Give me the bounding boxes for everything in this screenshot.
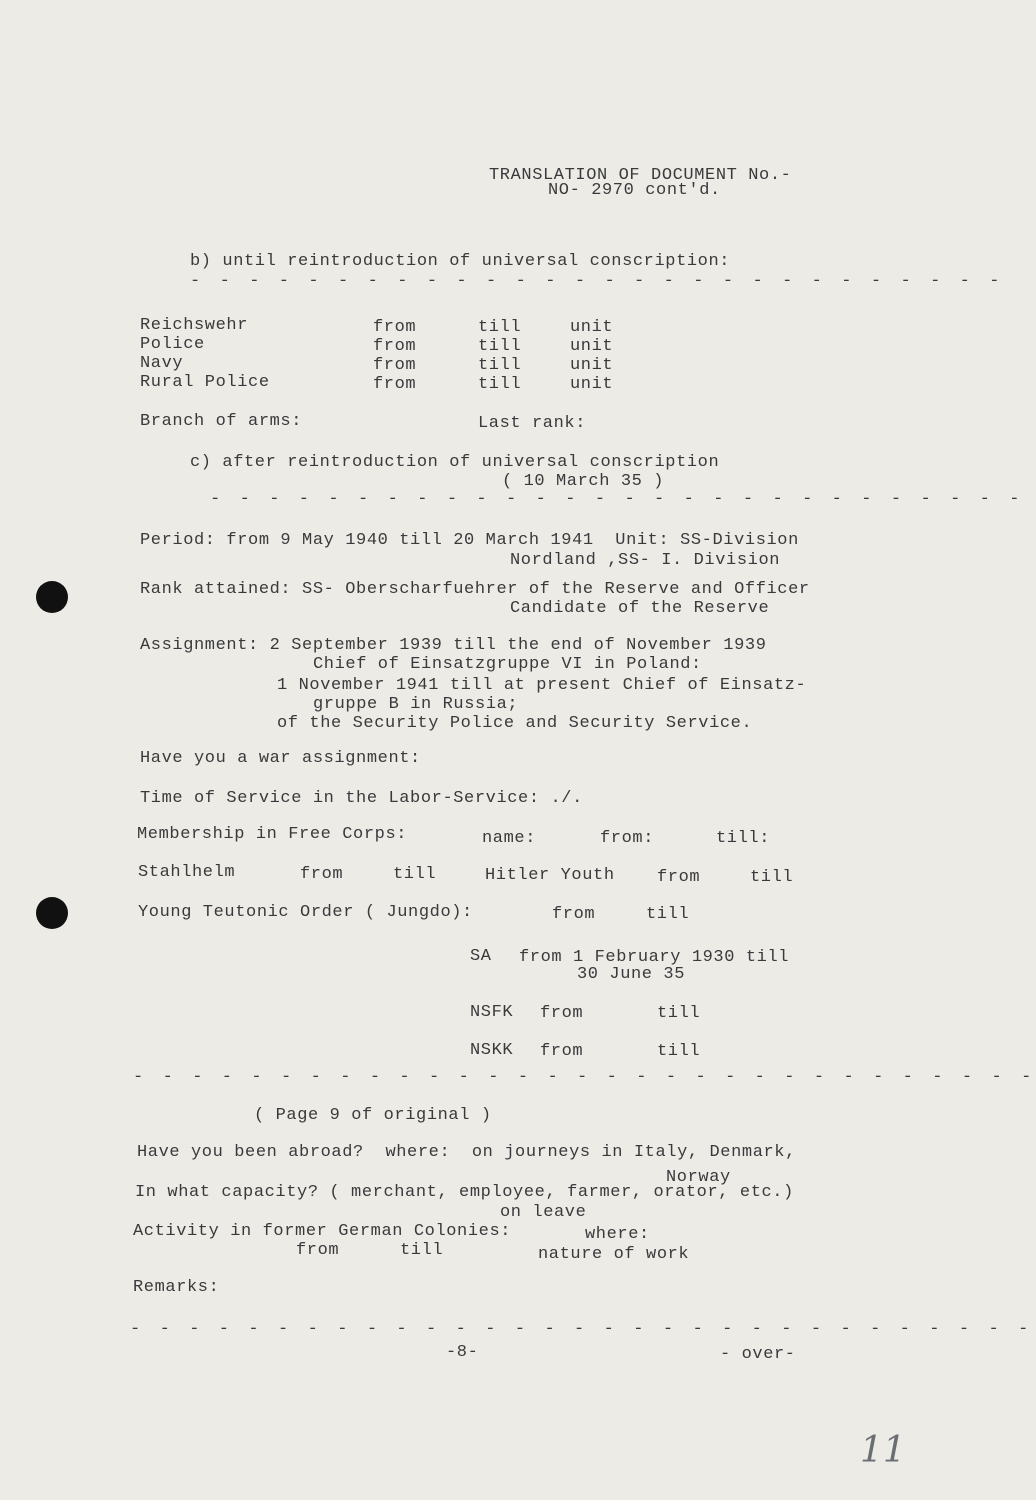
nskk-label: NSKK — [470, 1041, 514, 1060]
colonies-till: till — [400, 1241, 444, 1260]
service-reichswehr: Reichswehr — [140, 316, 249, 335]
assignment-line-1: Assignment: 2 September 1939 till the end of November 1939 — [140, 636, 767, 655]
service-police: Police — [140, 335, 205, 354]
free-corps-label: Membership in Free Corps: — [137, 825, 408, 844]
assignment-line-5: of the Security Police and Security Service. — [277, 714, 753, 733]
war-assignment: Have you a war assignment: — [140, 749, 421, 768]
nsfk-till: till — [657, 1004, 701, 1023]
section-c-heading: c) after reintroduction of universal conscription — [190, 453, 720, 472]
free-corps-till: till: — [716, 829, 771, 848]
stahlhelm-label: Stahlhelm — [138, 863, 236, 882]
young-teutonic-from: from — [552, 905, 596, 924]
from-label: from — [373, 356, 417, 375]
colonies-from: from — [296, 1241, 340, 1260]
young-teutonic-till: till — [646, 905, 690, 924]
unit-label: unit — [570, 337, 614, 356]
header-title: TRANSLATION OF DOCUMENT No.- — [489, 166, 792, 185]
from-label: from — [373, 318, 417, 337]
divider: - - - - - - - - - - - - - - - - - - - - - - - - - - - - - - - — [133, 1068, 1036, 1087]
nsfk-from: from — [540, 1004, 584, 1023]
colonies-nature: nature of work — [538, 1245, 690, 1264]
punch-hole — [36, 581, 68, 613]
service-rural-police: Rural Police — [140, 373, 270, 392]
colonies-label: Activity in former German Colonies: — [133, 1222, 512, 1241]
abroad-line: Have you been abroad? where: on journeys in Italy, Denmark, — [137, 1143, 796, 1162]
service-navy: Navy — [140, 354, 184, 373]
rank-attained: Rank attained: SS- Oberscharfuehrer of the Reserve and Officer — [140, 580, 810, 599]
unit-label: unit — [570, 318, 614, 337]
hitler-youth-till: till — [750, 868, 794, 887]
unit-label: unit — [570, 356, 614, 375]
section-b-heading: b) until reintroduction of universal conscription: — [190, 252, 731, 271]
branch-of-arms-label: Branch of arms: — [140, 412, 303, 431]
header-doc-number: NO- 2970 cont'd. — [548, 181, 721, 200]
capacity-cont: on leave — [500, 1203, 587, 1222]
abroad-cont: Norway — [666, 1168, 731, 1187]
unit-label: unit — [570, 375, 614, 394]
free-corps-name: name: — [482, 829, 537, 848]
over-marker: - over- — [720, 1345, 796, 1364]
colonies-where: where: — [585, 1225, 650, 1244]
till-label: till — [478, 337, 522, 356]
divider: - - - - - - - - - - - - - - - - - - - - - - - - - - - - - - - — [130, 1320, 1033, 1339]
sa-label: SA — [470, 947, 492, 966]
labor-service: Time of Service in the Labor-Service: ./. — [140, 789, 583, 808]
divider: - - - - - - - - - - - - - - - - - - - - - - - - - - - - — [190, 272, 1005, 291]
from-label: from — [373, 375, 417, 394]
sa-dates: from 1 February 1930 till — [519, 948, 790, 967]
punch-hole — [36, 897, 68, 929]
last-rank-label: Last rank: — [478, 414, 587, 433]
young-teutonic-label: Young Teutonic Order ( Jungdo): — [138, 903, 473, 922]
stahlhelm-till: till — [393, 865, 437, 884]
till-label: till — [478, 375, 522, 394]
nskk-till: till — [657, 1042, 701, 1061]
remarks-label: Remarks: — [133, 1278, 220, 1297]
free-corps-from: from: — [600, 829, 655, 848]
page-number: -8- — [446, 1343, 479, 1362]
page-of-original: ( Page 9 of original ) — [254, 1106, 492, 1125]
capacity-line: In what capacity? ( merchant, employee, farmer, orator, etc.) — [135, 1183, 794, 1202]
assignment-line-2: Chief of Einsatzgruppe VI in Poland: — [313, 655, 702, 674]
hitler-youth-from: from — [657, 868, 701, 887]
hitler-youth-label: Hitler Youth — [485, 866, 615, 885]
till-label: till — [478, 318, 522, 337]
section-c-date: ( 10 March 35 ) — [502, 472, 665, 491]
stahlhelm-from: from — [300, 865, 344, 884]
nskk-from: from — [540, 1042, 584, 1061]
assignment-line-4: gruppe B in Russia; — [313, 695, 519, 714]
assignment-line-3: 1 November 1941 till at present Chief of Einsatz- — [277, 676, 807, 695]
till-label: till — [478, 356, 522, 375]
rank-attained-cont: Candidate of the Reserve — [510, 599, 770, 618]
nsfk-label: NSFK — [470, 1003, 514, 1022]
from-label: from — [373, 337, 417, 356]
folio-number: 11 — [860, 1430, 906, 1471]
period-unit-cont: Nordland ,SS- I. Division — [510, 551, 781, 570]
period-line: Period: from 9 May 1940 till 20 March 1941 Unit: SS-Division — [140, 531, 799, 550]
divider: - - - - - - - - - - - - - - - - - - - - - - - - - - - - — [210, 490, 1025, 509]
sa-dates-cont: 30 June 35 — [577, 965, 686, 984]
